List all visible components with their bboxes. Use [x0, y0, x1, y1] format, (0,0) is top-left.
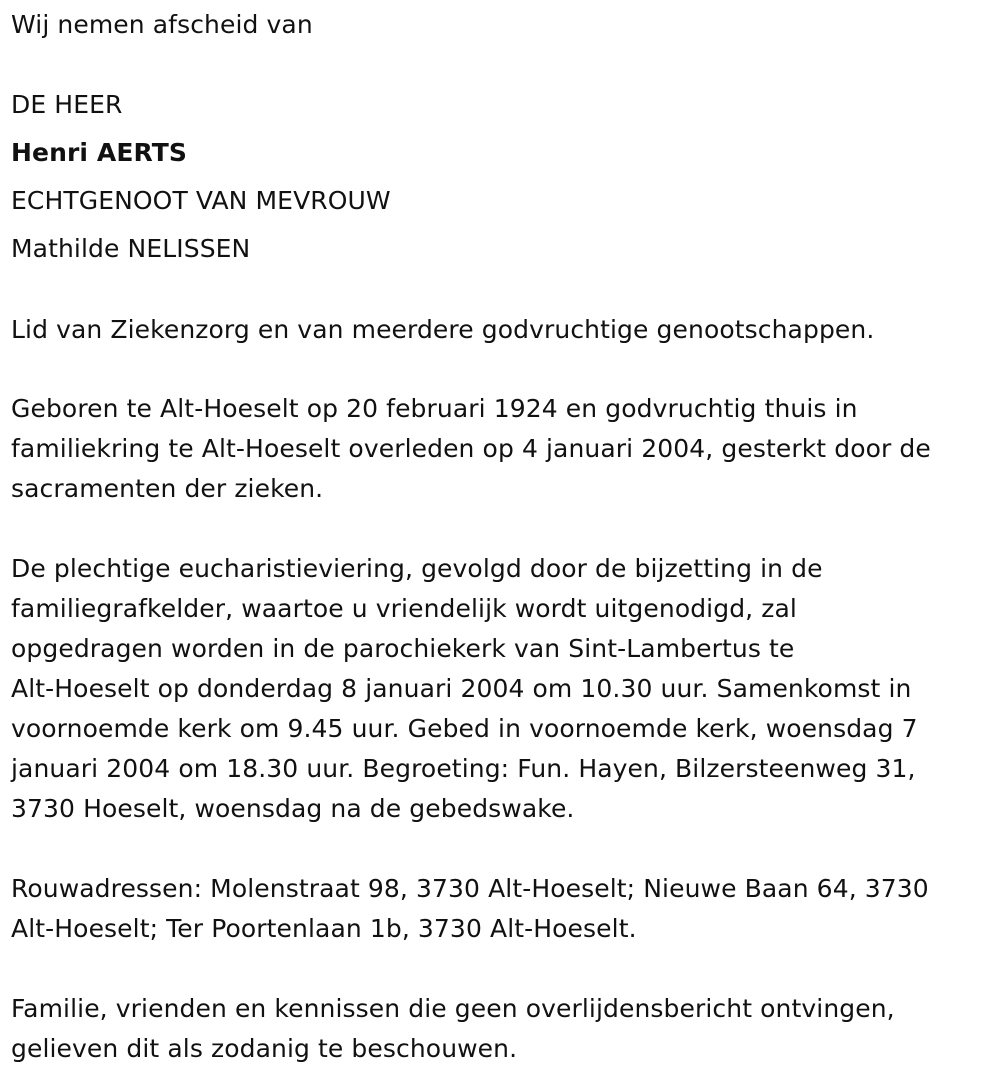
- ceremony-line: opgedragen worden in de parochiekerk van Sint-Lambertus te: [11, 634, 795, 663]
- addresses-line: Alt-Hoeselt; Ter Poortenlaan 1b, 3730 Alt-Hoeselt.: [11, 914, 637, 943]
- ceremony-line: januari 2004 om 18.30 uur. Begroeting: Fun. Hayen, Bilzersteenweg 31,: [11, 754, 916, 783]
- spouse-label: ECHTGENOOT VAN MEVROUW: [11, 186, 391, 215]
- ceremony-line: voornoemde kerk om 9.45 uur. Gebed in voornoemde kerk, woensdag 7: [11, 714, 918, 743]
- addresses-line: Rouwadressen: Molenstraat 98, 3730 Alt-Hoeselt; Nieuwe Baan 64, 3730: [11, 874, 929, 903]
- intro-text: Wij nemen afscheid van: [11, 10, 313, 39]
- ceremony-line: De plechtige eucharistieviering, gevolgd door de bijzetting in de: [11, 554, 823, 583]
- ceremony-line: Alt-Hoeselt op donderdag 8 januari 2004 om 10.30 uur. Samenkomst in: [11, 674, 912, 703]
- spouse-name: Mathilde NELISSEN: [11, 234, 251, 263]
- birth-death-line: sacramenten der zieken.: [11, 474, 324, 503]
- membership-text: Lid van Ziekenzorg en van meerdere godvruchtige genootschappen.: [11, 315, 875, 344]
- birth-death-line: familiekring te Alt-Hoeselt overleden op 4 januari 2004, gesterkt door de: [11, 434, 931, 463]
- closing-line: gelieven dit als zodanig te beschouwen.: [11, 1034, 518, 1063]
- deceased-name: Henri AERTS: [11, 138, 187, 167]
- ceremony-line: familiegrafkelder, waartoe u vriendelijk wordt uitgenodigd, zal: [11, 594, 797, 623]
- birth-death-line: Geboren te Alt-Hoeselt op 20 februari 1924 en godvruchtig thuis in: [11, 394, 858, 423]
- title-line: DE HEER: [11, 90, 123, 119]
- closing-line: Familie, vrienden en kennissen die geen overlijdensbericht ontvingen,: [11, 994, 895, 1023]
- ceremony-line: 3730 Hoeselt, woensdag na de gebedswake.: [11, 794, 575, 823]
